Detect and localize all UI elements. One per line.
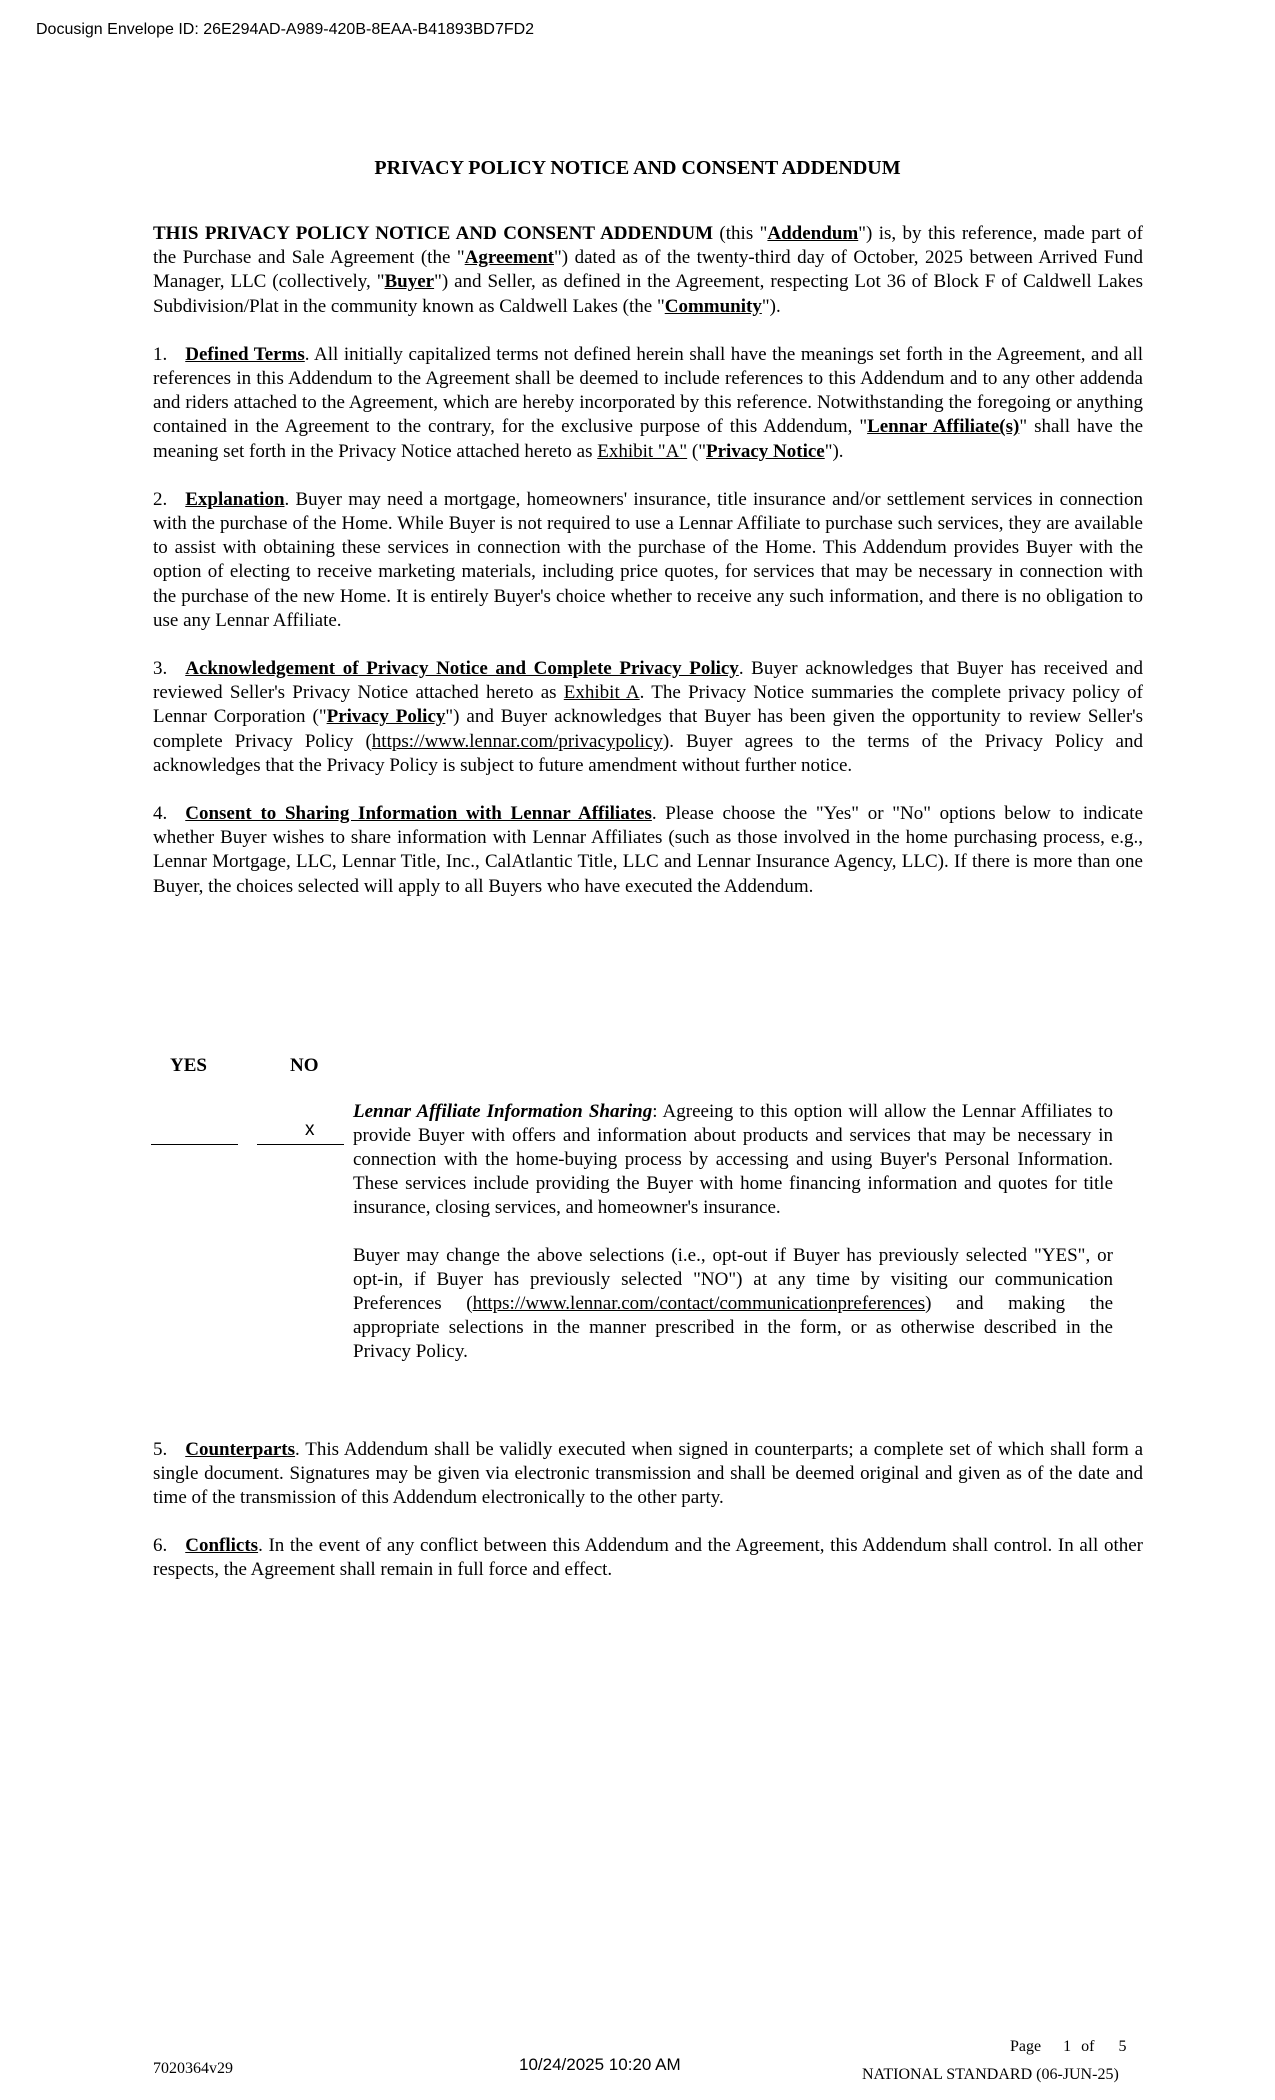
page-number: 1 [1063,2038,1072,2055]
closing-sections [153,1438,1143,1606]
term-agreement: Agreement [464,247,554,269]
privacy-policy-link[interactable]: https://www.lennar.com/privacypolicy [371,730,663,752]
section-number: 4. [153,803,168,825]
term-privacy-notice: Privacy Notice [706,440,825,462]
document-body [153,222,1143,923]
no-choice-mark: x [305,1119,315,1140]
section-heading: Counterparts [185,1439,296,1460]
communication-preferences-link[interactable]: https://www.lennar.com/contact/communicationpreferences [472,1293,926,1314]
section-4: 4. Consent to Sharing Information with Lennar Affiliates. Please choose the "Yes" or "No" options below to indicate whether Buyer wishes to share information with Lennar Affiliates (such as those involved in the home purchasing process, e.g., Lennar Mortgage, LLC, Lennar Title, Inc., CalAtlantic Title, LLC and Lennar Insurance Agency, LLC). If there is more than one Buyer, the choices selected will apply to all Buyers who have executed the Addendum. [153,803,1143,897]
envelope-id: Docusign Envelope ID: 26E294AD-A989-420B-8EAA-B41893BD7FD2 [36,21,535,38]
section-3: 3. Acknowledgement of Privacy Notice and Complete Privacy Policy. Buyer acknowledges that Buyer has received and reviewed Seller's Privacy Notice attached hereto as Exhibit A. The Privacy Notice summaries the complete privacy policy of Lennar Corporation ("Privacy Policy") and Buyer acknowledges that Buyer has been given the opportunity to review Seller's complete Privacy Policy (https://www.lennar.com/privacypolicy). Buyer agrees to the terms of the Privacy Policy and acknowledges that the Privacy Policy is subject to future amendment without further notice. [153,658,1144,776]
no-column-label: NO [290,1055,319,1076]
section-heading: Conflicts [185,1535,259,1556]
preferences-paragraph: Buyer may change the above selections (i.e., opt-out if Buyer has previously selected "YES", or opt-in, if Buyer has previously selected "NO") at any time by visiting our communication Preferences (https://www.lennar.com/contact/communicationpreferences) and making the appropriate selections in the manner prescribed in the form, or as otherwise described in the Privacy Policy. [353,1245,1114,1362]
signature-timestamp: 10/24/2025 10:20 AM [519,2055,681,2074]
yes-column-label: YES [170,1055,207,1076]
affiliate-sharing-block [353,1100,1113,1388]
sharing-heading: Lennar Affiliate Information Sharing [353,1101,653,1122]
page-total: 5 [1118,2038,1127,2055]
section-5: 5. Counterparts. This Addendum shall be validly executed when signed in counterparts; a complete set of which shall form a single document. Signatures may be given via electronic transmission and shall be deemed original and given as of the date and time of the transmission of this Addendum electronically to the other party. [153,1439,1143,1508]
section-number: 6. [153,1535,168,1556]
section-2: 2. Explanation. Buyer may need a mortgage, homeowners' insurance, title insurance and/or settlement services in connection with the purchase of the Home. While Buyer is not required to use a Lennar Affiliate to purchase such services, they are available to assist with obtaining these services in connection with the purchase of the Home. This Addendum provides Buyer with the option of electing to receive marketing materials, including price quotes, for services that may be necessary in connection with the purchase of the new Home. It is entirely Buyer's choice whether to receive any such information, and there is no obligation to use any Lennar Affiliate. [153,488,1143,631]
section-heading: Defined Terms [185,343,305,365]
intro-paragraph: THIS PRIVACY POLICY NOTICE AND CONSENT ADDENDUM (this "Addendum") is, by this reference, made part of the Purchase and Sale Agreement (the "Agreement") dated as of the twenty-third day of October, 2025 between Arrived Fund Manager, LLC (collectively, "Buyer") and Seller, as defined in the Agreement, respecting Lot 36 of Block F of Caldwell Lakes Subdivision/Plat in the community known as Caldwell Lakes (the "Community"). [153,223,1143,317]
section-heading: Consent to Sharing Information with Lennar Affiliates [185,803,652,825]
section-number: 1. [153,343,168,365]
intro-lead: THIS PRIVACY POLICY NOTICE AND CONSENT ADDENDUM [153,223,714,244]
exhibit-reference: Exhibit A [563,682,640,704]
term-addendum: Addendum [767,223,859,244]
page-indicator: Page 1 of 5 [1010,2038,1127,2055]
section-6: 6. Conflicts. In the event of any conflict between this Addendum and the Agreement, this Addendum shall control. In all other respects, the Agreement shall remain in full force and effect. [153,1535,1143,1580]
standard-label: NATIONAL STANDARD (06-JUN-25) [862,2066,1119,2083]
exhibit-reference: Exhibit "A" [597,440,688,462]
no-choice-field[interactable] [257,1144,344,1145]
section-1: 1. Defined Terms. All initially capitalized terms not defined herein shall have the meanings set forth in the Agreement, and all references in this Addendum to the Agreement shall be deemed to include references to this Addendum and to any other addenda and riders attached to the Agreement, which are hereby incorporated by this reference. Notwithstanding the foregoing or anything contained in the Agreement to the contrary, for the exclusive purpose of this Addendum, "Lennar Affiliate(s)" shall have the meaning set forth in the Privacy Notice attached hereto as Exhibit "A" ("Privacy Notice"). [153,343,1143,462]
term-community: Community [664,295,762,317]
sharing-paragraph: Lennar Affiliate Information Sharing: Agreeing to this option will allow the Lennar Affiliates to provide Buyer with offers and information about products and services that may be necessary in connection with the home-buying process by accessing and using Buyer's Personal Information. These services include providing the Buyer with home financing information and quotes for title insurance, closing services, and homeowner's insurance. [353,1101,1113,1218]
yes-choice-field[interactable] [151,1144,238,1145]
term-lennar-affiliates: Lennar Affiliate(s) [867,416,1020,438]
section-number: 3. [153,658,168,680]
document-title: PRIVACY POLICY NOTICE AND CONSENT ADDENDUM [374,157,901,179]
term-buyer: Buyer [384,271,435,293]
document-version: 7020364v29 [153,2060,233,2077]
section-number: 5. [153,1439,168,1460]
section-number: 2. [153,488,168,510]
term-privacy-policy: Privacy Policy [326,706,446,728]
section-heading: Explanation [185,488,285,510]
section-heading: Acknowledgement of Privacy Notice and Complete Privacy Policy [185,658,739,680]
